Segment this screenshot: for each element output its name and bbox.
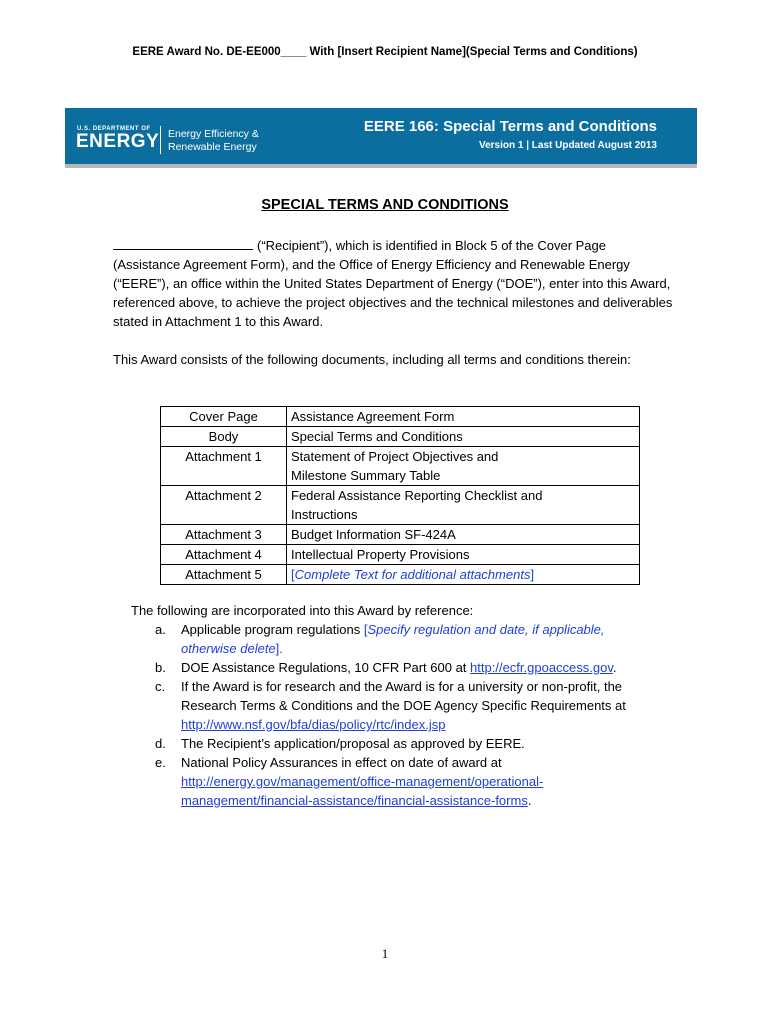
list-marker: b. (155, 660, 166, 675)
doc-name-cell: Attachment 1 (161, 447, 287, 486)
doc-desc-cell (287, 447, 640, 486)
banner-subtitle: Version 1 | Last Updated August 2013 (478, 140, 657, 151)
list-marker: e. (155, 755, 166, 770)
logo-eere-line1: Energy Efficiency & (168, 128, 259, 140)
doc-desc-cell: [Complete Text for additional attachments] (287, 565, 640, 585)
list-item: b. DOE Assistance Regulations, 10 CFR Part 600 at http://ecfr.gpoaccess.gov. (155, 660, 617, 675)
list-item (155, 734, 655, 753)
logo-dept-text: U.S. DEPARTMENT OF (77, 126, 151, 132)
doc-desc-cell: Assistance Agreement Form (287, 407, 640, 427)
doc-name-cell: Attachment 4 (161, 545, 287, 565)
intro-paragraph (113, 236, 673, 331)
reference-text: National Policy Assurances in effect on date of award at (181, 755, 502, 770)
intro-text: (“Recipient”), which is identified in Block 5 of the Cover Page (Assistance Agreement Form), and the Office of Energy Efficiency and Renewable Energy (“EERE”), an office within the United States Department of Energy (“DOE”), enter into this Award, referenced above, to achieve the project objectives and the technical milestones and deliverables stated in Attachment 1 to this Award. (113, 238, 673, 329)
ecfr-link[interactable]: http://ecfr.gpoaccess.gov (470, 660, 613, 675)
logo-energy-text: ENERGY (76, 131, 160, 152)
doc-desc-line1: Statement of Project Objectives and (291, 449, 499, 464)
table-row (161, 486, 640, 525)
doc-desc-line2: Milestone Summary Table (291, 468, 441, 483)
page-header: EERE Award No. DE-EE000____ With [Insert Recipient Name](Special Terms and Conditions) (132, 46, 638, 58)
references-intro: The following are incorporated into this Award by reference: (131, 603, 474, 618)
table-row (161, 545, 640, 565)
doc-name-cell: Attachment 2 (161, 486, 287, 525)
doc-name-cell: Cover Page (161, 407, 287, 427)
doe-eere-logo (77, 120, 337, 154)
table-row (161, 447, 640, 486)
energy-forms-link[interactable]: http://energy.gov/management/office-management/operational-management/financial-assistance/financial-assistance-forms (181, 774, 544, 808)
list-item (155, 677, 655, 734)
doc-desc-cell: Special Terms and Conditions (287, 427, 640, 447)
reference-text: DOE Assistance Regulations, 10 CFR Part 600 at (181, 660, 467, 675)
banner-title: EERE 166: Special Terms and Conditions (363, 118, 657, 135)
documents-table (160, 406, 640, 585)
table-row (161, 427, 640, 447)
page-number: 1 (381, 946, 389, 961)
consists-paragraph: This Award consists of the following documents, including all terms and conditions therein: (113, 352, 631, 367)
document-title: SPECIAL TERMS AND CONDITIONS (261, 197, 509, 213)
list-marker: a. (155, 622, 166, 637)
list-marker: c. (155, 679, 166, 694)
table-row (161, 565, 640, 585)
doc-desc-line2: Instructions (291, 507, 358, 522)
attachment-placeholder[interactable]: Complete Text for additional attachments (294, 567, 531, 582)
doc-desc-line1: Federal Assistance Reporting Checklist and (291, 488, 543, 503)
references-list (155, 620, 655, 810)
doc-desc-cell: Intellectual Property Provisions (287, 545, 640, 565)
list-marker: d. (155, 736, 166, 751)
reference-text: Applicable program regulations (181, 622, 361, 637)
doc-desc-cell (287, 486, 640, 525)
doc-desc-cell: Budget Information SF-424A (287, 525, 640, 545)
doc-name-cell: Attachment 5 (161, 565, 287, 585)
doc-name-cell: Body (161, 427, 287, 447)
regulation-placeholder[interactable]: Specify regulation and date, if applicable, otherwise delete (181, 622, 605, 656)
table-row (161, 525, 640, 545)
list-item: a. Applicable program regulations [Specify regulation and date, if applicable, otherwise delete]. (155, 622, 605, 656)
logo-divider (160, 126, 161, 154)
doc-name-cell: Attachment 3 (161, 525, 287, 545)
logo-eere-line2: Renewable Energy (168, 141, 257, 153)
list-item: e. National Policy Assurances in effect on date of award at http://energy.gov/management/office-management/operational-management/financial-assistance/financial-assistance-forms. (155, 755, 544, 808)
nsf-rtc-link[interactable]: http://www.nsf.gov/bfa/dias/policy/rtc/index.jsp (181, 717, 446, 732)
recipient-name-blank[interactable] (113, 236, 253, 250)
reference-text: The Recipient’s application/proposal as approved by EERE. (181, 736, 525, 751)
reference-text: If the Award is for research and the Award is for a university or non-profit, the Research Terms & Conditions and the DOE Agency Specific Requirements at (181, 679, 626, 713)
eere-banner (65, 108, 697, 168)
table-row (161, 407, 640, 427)
